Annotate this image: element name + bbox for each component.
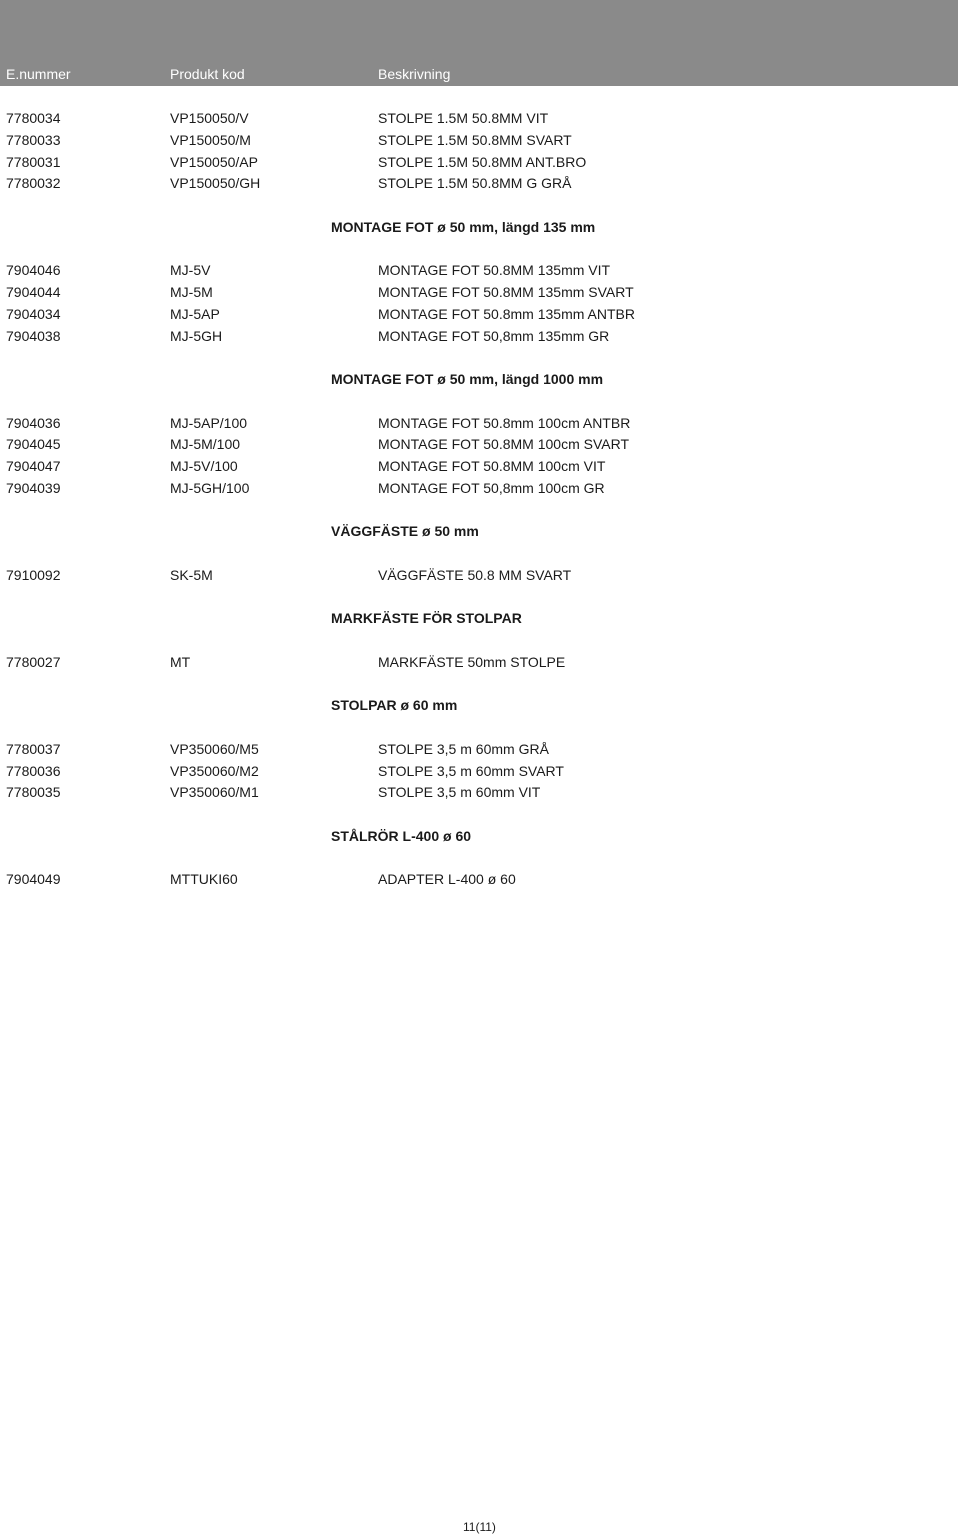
beskrivning-cell: STOLPE 3,5 m 60mm VIT: [378, 784, 541, 801]
e-nummer-cell: 7780037: [6, 740, 61, 757]
e-nummer-cell: 7780031: [6, 153, 61, 170]
table-row: [0, 173, 960, 195]
produkt-kod-cell: MJ-5M: [170, 284, 213, 300]
e-nummer-cell: 7904049: [6, 871, 61, 888]
produkt-kod-cell: VP350060/M2: [170, 762, 259, 779]
e-nummer-cell: 7904046: [6, 262, 61, 279]
beskrivning-cell: MONTAGE FOT 50.8MM 100cm VIT: [378, 458, 606, 474]
table-row: [0, 652, 960, 674]
produkt-kod-cell: MJ-5GH: [170, 327, 223, 344]
table-row: [0, 739, 960, 761]
e-nummer-cell: 7904038: [6, 327, 61, 344]
produkt-kod-cell: VP350060/M5: [170, 740, 259, 757]
produkt-kod-cell: VP150050/GH: [170, 175, 261, 192]
e-nummer-cell: 7904047: [6, 458, 61, 474]
e-nummer-cell: 7910092: [6, 566, 61, 583]
produkt-kod-cell: MJ-5AP/100: [170, 414, 248, 431]
e-nummer-cell: 7780034: [6, 110, 61, 126]
page-number: 11(11): [463, 1520, 496, 1534]
table-header: [0, 0, 958, 86]
produkt-kod-cell: VP150050/V: [170, 110, 249, 126]
e-nummer-cell: 7780033: [6, 131, 61, 148]
produkt-kod-cell: MJ-5V/100: [170, 458, 238, 474]
column-header-beskrivning: Beskrivning: [378, 66, 451, 82]
e-nummer-cell: 7904044: [6, 284, 61, 300]
table-row: [0, 108, 960, 130]
beskrivning-cell: VÄGGFÄSTE 50.8 MM SVART: [378, 566, 572, 583]
beskrivning-cell: MONTAGE FOT 50.8mm 135mm ANTBR: [378, 305, 635, 322]
beskrivning-cell: STOLPE 1.5M 50.8MM SVART: [378, 131, 572, 148]
table-row: [0, 304, 960, 326]
e-nummer-cell: 7780035: [6, 784, 61, 801]
section-title: VÄGGFÄSTE ø 50 mm: [331, 523, 479, 540]
table-row: [0, 434, 960, 456]
beskrivning-cell: MONTAGE FOT 50.8MM 100cm SVART: [378, 436, 630, 453]
produkt-kod-cell: VP150050/AP: [170, 153, 258, 170]
e-nummer-cell: 7904034: [6, 305, 61, 322]
produkt-kod-cell: VP350060/M1: [170, 784, 259, 801]
table-row: [0, 413, 960, 435]
section-title: STOLPAR ø 60 mm: [331, 697, 458, 714]
produkt-kod-cell: MTTUKI60: [170, 871, 238, 888]
beskrivning-cell: STOLPE 3,5 m 60mm SVART: [378, 762, 564, 779]
produkt-kod-cell: SK-5M: [170, 566, 213, 583]
produkt-kod-cell: VP150050/M: [170, 131, 251, 148]
section-title: MONTAGE FOT ø 50 mm, längd 1000 mm: [331, 371, 604, 387]
table-row: [0, 152, 960, 174]
column-header-produkt-kod: Produkt kod: [170, 66, 245, 82]
produkt-kod-cell: MJ-5GH/100: [170, 479, 250, 496]
section-title: MONTAGE FOT ø 50 mm, längd 135 mm: [331, 218, 596, 235]
section-title: STÅLRÖR L-400 ø 60: [331, 827, 472, 844]
product-list: [0, 108, 960, 891]
e-nummer-cell: 7780027: [6, 653, 61, 670]
produkt-kod-cell: MT: [170, 653, 191, 670]
beskrivning-cell: STOLPE 3,5 m 60mm GRÅ: [378, 740, 549, 757]
beskrivning-cell: MONTAGE FOT 50.8MM 135mm SVART: [378, 284, 634, 300]
table-row: [0, 565, 960, 587]
beskrivning-cell: MONTAGE FOT 50,8mm 135mm GR: [378, 327, 610, 344]
table-row: [0, 326, 960, 348]
column-header-enummer: E.nummer: [6, 66, 71, 82]
table-row: [0, 456, 960, 478]
e-nummer-cell: 7780032: [6, 175, 61, 192]
beskrivning-cell: MONTAGE FOT 50.8mm 100cm ANTBR: [378, 414, 631, 431]
section-title: MARKFÄSTE FÖR STOLPAR: [331, 610, 522, 627]
table-row: [0, 478, 960, 500]
beskrivning-cell: MONTAGE FOT 50,8mm 100cm GR: [378, 479, 605, 496]
beskrivning-cell: STOLPE 1.5M 50.8MM G GRÅ: [378, 175, 572, 192]
produkt-kod-cell: MJ-5AP: [170, 305, 220, 322]
e-nummer-cell: 7904045: [6, 436, 61, 453]
produkt-kod-cell: MJ-5M/100: [170, 436, 241, 453]
e-nummer-cell: 7780036: [6, 762, 61, 779]
beskrivning-cell: MARKFÄSTE 50mm STOLPE: [378, 653, 566, 670]
e-nummer-cell: 7904039: [6, 479, 61, 496]
table-row: [0, 782, 960, 804]
table-row: [0, 761, 960, 783]
table-row: [0, 282, 960, 304]
beskrivning-cell: STOLPE 1.5M 50.8MM ANT.BRO: [378, 153, 587, 170]
produkt-kod-cell: MJ-5V: [170, 262, 211, 279]
beskrivning-cell: MONTAGE FOT 50.8MM 135mm VIT: [378, 262, 611, 279]
table-row: [0, 260, 960, 282]
table-row: [0, 869, 960, 891]
beskrivning-cell: ADAPTER L-400 ø 60: [378, 871, 516, 888]
table-row: [0, 130, 960, 152]
e-nummer-cell: 7904036: [6, 414, 61, 431]
beskrivning-cell: STOLPE 1.5M 50.8MM VIT: [378, 110, 549, 126]
